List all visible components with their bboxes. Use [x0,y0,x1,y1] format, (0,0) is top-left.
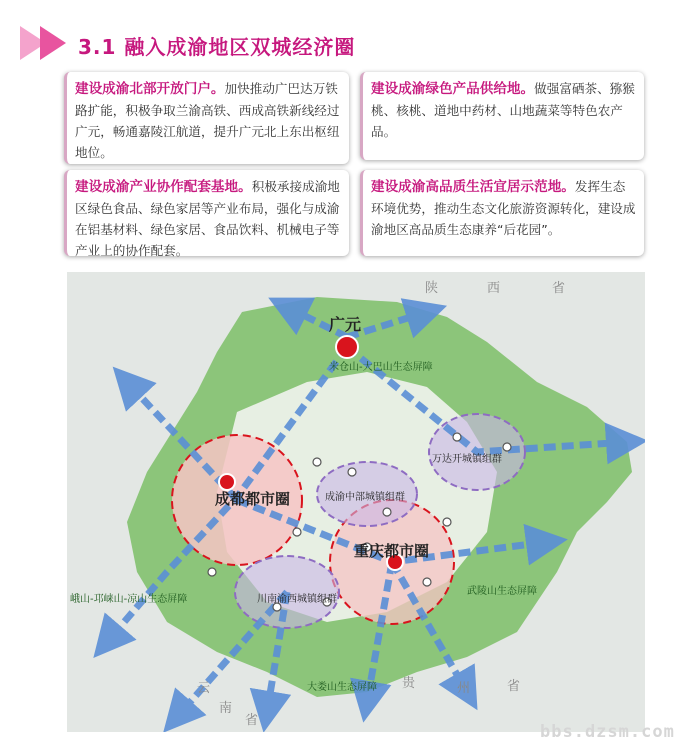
card-highlight: 建设成渝高品质生活宜居示范地。 [371,179,575,195]
province-label-yunnan: 省 [245,713,259,728]
guangyuan-label: 广元 [329,315,362,334]
daluo-barrier-label: 大娄山生态屏障 [307,682,377,693]
province-label-guizhou: 省 [507,679,521,694]
emei-barrier-label: 峨山-邛崃山-凉山生态屏障 [70,594,188,605]
card-highlight: 建设成渝产业协作配套基地。 [75,179,252,195]
chevron-dark-icon [40,26,66,60]
province-label-shaanxi: 省 [552,281,566,296]
card-highlight: 建设成渝北部开放门户。 [75,81,225,97]
chongqing-label: 重庆都市圈 [354,542,430,560]
wandakai-label: 万达开城镇组群 [432,454,502,465]
card-body: 做强富硒茶、猕猴桃、核桃、道地中药材、山地蔬菜等特色农产品。 [371,81,635,139]
regional-map [67,272,645,732]
section-header [0,14,683,64]
card-highlight: 建设成渝绿色产品供给地。 [371,81,535,97]
chuannan-label: 川南渝西城镇组群 [257,594,337,605]
card-north-gateway [64,72,349,164]
province-label-shaanxi: 西 [487,281,501,296]
province-label-shaanxi: 陕 [425,281,439,296]
province-label-guizhou: 贵 [402,676,416,691]
wuling-barrier-label: 武陵山生态屏障 [467,586,537,597]
guangyuan-city-icon [336,336,358,358]
section-title: 3.1 融入成渝地区双城经济圈 [78,35,356,59]
card-livable-demo [360,170,644,256]
province-label-yunnan: 南 [219,701,233,716]
card-industry-base [64,170,349,256]
chengdu-city-icon [219,474,235,490]
chengyu-central-label: 成渝中部城镇组群 [325,492,405,503]
watermark: bbs.dzsm.com [540,722,675,742]
card-body: 发挥生态环境优势，推动生态文化旅游资源转化，建设成渝地区高品质生态康养“后花园”。 [371,179,636,237]
province-label-guizhou: 州 [457,681,471,696]
card-green-products [360,72,644,160]
card-body: 积极承接成渝地区绿色食品、绿色家居等产业布局，强化与成渝在铝基材料、绿色家居、食品饮料、机械电子等产业上的协作配套。 [75,179,340,258]
province-label-yunnan: 云 [197,681,211,696]
chengdu-label: 成都都市圈 [215,490,291,508]
micang-barrier-label: 米仓山-大巴山生态屏障 [329,362,433,373]
card-body: 加快推动广巴达万铁路扩能，积极争取兰渝高铁、西成高铁新线经过广元，畅通嘉陵江航道，提升广元北上东出枢纽地位。 [75,81,340,160]
